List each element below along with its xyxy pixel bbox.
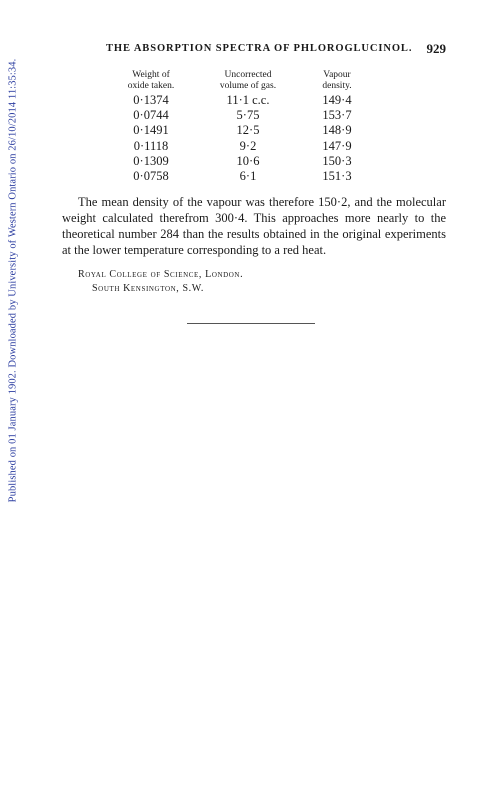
cell-volume: 11·1 c.c. xyxy=(226,93,270,107)
cell-volume: 10·6 xyxy=(236,153,260,168)
address-line-2: South Kensington, S.W. xyxy=(92,283,204,294)
cell-volume: 9·2 xyxy=(239,138,257,153)
address-line-1: Royal College of Science, London. xyxy=(78,269,244,280)
cell-weight: 0·1309 xyxy=(133,153,169,168)
header-weight-line1: Weight of xyxy=(132,70,170,80)
page-number: 929 xyxy=(426,41,446,56)
cell-density: 153·7 xyxy=(322,108,352,123)
cell-weight: 0·0744 xyxy=(133,108,169,123)
cell-density: 150·3 xyxy=(322,153,352,168)
header-volume xyxy=(192,70,304,93)
cell-density: 149·4 xyxy=(322,93,352,107)
header-volume-line2: volume of gas. xyxy=(219,81,277,91)
section-divider xyxy=(187,323,315,324)
header-weight xyxy=(110,70,192,93)
cell-volume: 12·5 xyxy=(236,123,260,138)
header-density-line1: Vapour xyxy=(323,70,351,80)
author-address xyxy=(78,268,243,296)
cell-density: 148·9 xyxy=(322,123,352,138)
header-density-line2: density. xyxy=(322,81,352,91)
header-volume-line1: Uncorrected xyxy=(224,70,272,80)
table-row xyxy=(110,123,370,138)
cell-weight: 0·0758 xyxy=(133,169,169,184)
running-title: THE ABSORPTION SPECTRA OF PHLOROGLUCINOL. xyxy=(106,43,413,54)
watermark-text: Published on 01 January 1902. Downloaded by University of Western Ontario on 26/10/2014 11:35:34. xyxy=(7,58,19,502)
header-density xyxy=(304,70,370,93)
cell-volume: 6·1 xyxy=(239,169,257,184)
table-row xyxy=(110,139,370,154)
table-row xyxy=(110,93,370,108)
cell-volume: 5·75 xyxy=(236,108,260,123)
cell-weight: 0·1374 xyxy=(133,93,169,107)
table-row xyxy=(110,154,370,169)
cell-density: 147·9 xyxy=(322,138,352,153)
body-paragraph: The mean density of the vapour was therefore 150·2, and the molecular weight calculated therefrom 300·4. This approaches more nearly to the theoretical number 284 than the results obtained in the original experiments at the lower temperature corresponding to a red heat. xyxy=(62,195,446,257)
table-row xyxy=(110,108,370,123)
cell-weight: 0·1118 xyxy=(133,138,169,153)
download-watermark xyxy=(6,40,20,520)
page-header xyxy=(62,43,446,59)
table-header-row xyxy=(110,70,370,93)
vapour-density-table xyxy=(110,70,370,184)
header-weight-line2: oxide taken. xyxy=(127,81,175,91)
table-row xyxy=(110,169,370,184)
cell-weight: 0·1491 xyxy=(133,123,169,138)
cell-density: 151·3 xyxy=(322,169,352,184)
